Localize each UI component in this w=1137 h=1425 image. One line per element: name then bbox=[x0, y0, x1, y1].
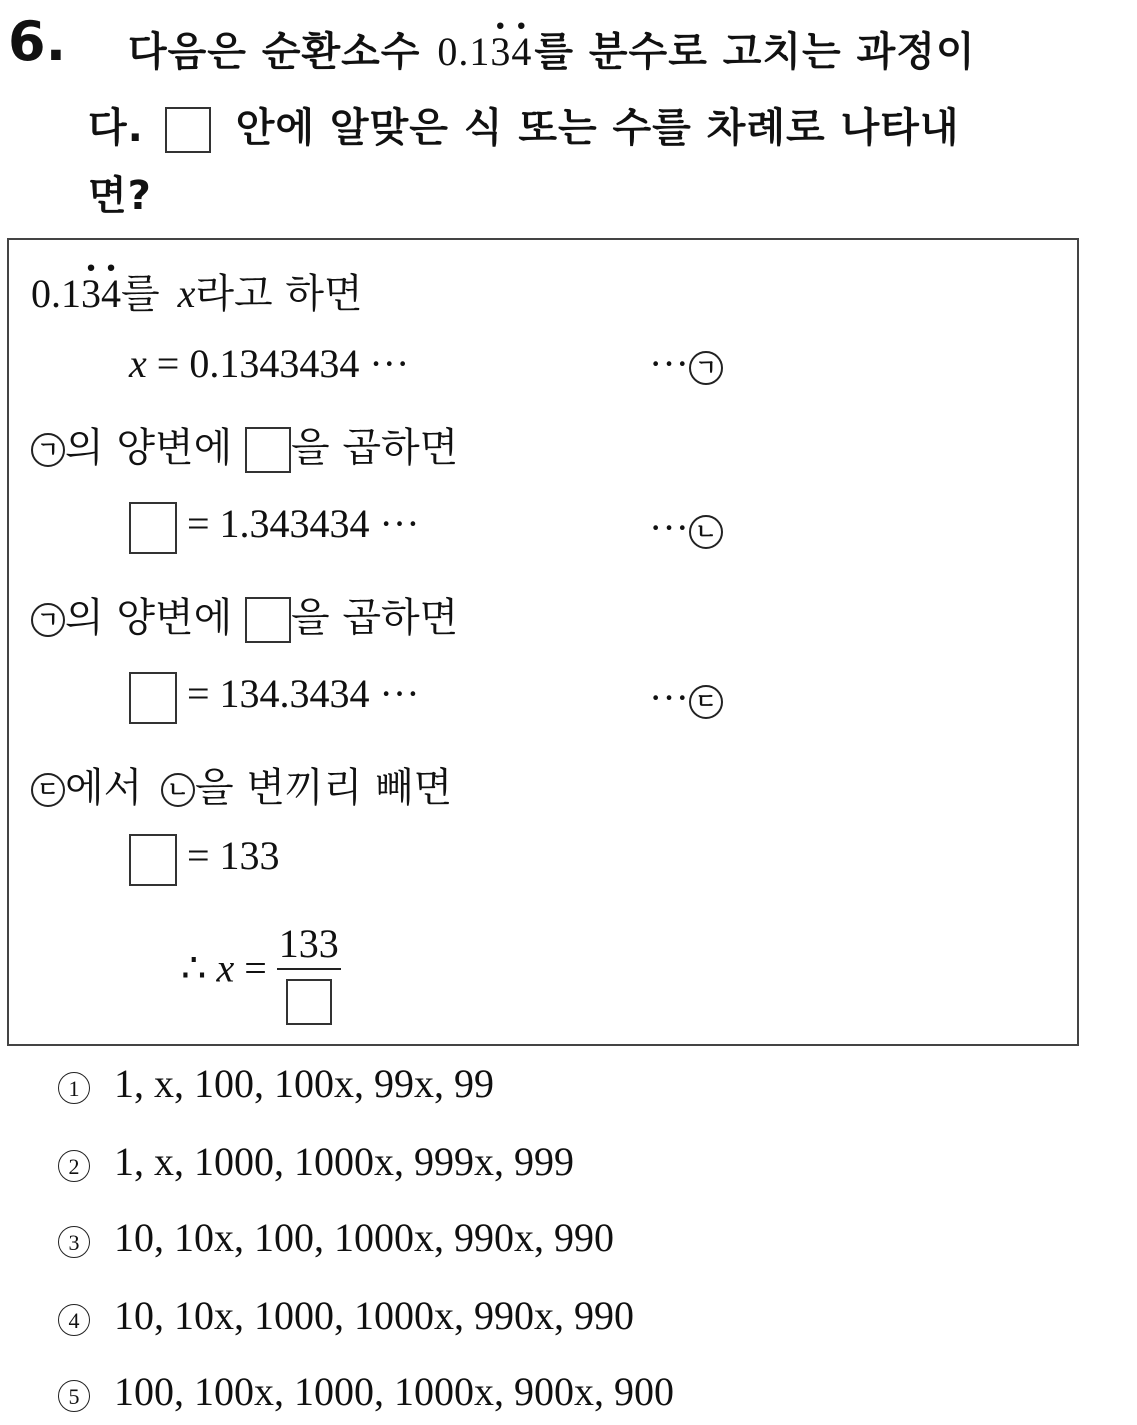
question-text-a: 다음은 순환소수 bbox=[128, 29, 421, 75]
choice-number: 2 bbox=[58, 1150, 90, 1182]
blank-box-icon bbox=[129, 672, 177, 724]
equation-1 bbox=[129, 340, 409, 387]
step1-text-a: 의 양변에 bbox=[65, 425, 233, 471]
step-1 bbox=[31, 416, 458, 473]
equation-3 bbox=[129, 670, 420, 724]
intro-decimal bbox=[31, 271, 121, 316]
choice-5[interactable] bbox=[58, 1368, 674, 1415]
fraction-numerator: 133 bbox=[277, 920, 341, 970]
question-line-2 bbox=[88, 96, 960, 153]
question-line-1 bbox=[128, 20, 976, 77]
blank-box-icon bbox=[245, 427, 291, 473]
intro-decimal-plain: 0.1 bbox=[31, 271, 81, 316]
solution-box bbox=[7, 238, 1079, 1046]
question-line-3: 면? bbox=[88, 173, 152, 219]
choice-text: 1, x, 1000, 1000x, 999x, 999 bbox=[114, 1139, 574, 1184]
intro-variable: x bbox=[177, 271, 196, 316]
fraction bbox=[277, 920, 341, 1025]
question-text-d: 안에 알맞은 식 또는 수를 차례로 나타내 bbox=[235, 105, 960, 151]
marker-dots: ··· bbox=[649, 341, 689, 386]
step2-text-b: 을 곱하면 bbox=[291, 595, 459, 641]
choice-text: 10, 10x, 100, 1000x, 990x, 990 bbox=[114, 1215, 614, 1260]
choice-number: 4 bbox=[58, 1304, 90, 1336]
step-3 bbox=[31, 756, 452, 813]
choice-1[interactable] bbox=[58, 1060, 494, 1107]
equation-2-marker bbox=[649, 504, 723, 551]
intro-text-a: 를 bbox=[121, 271, 160, 317]
circled-digeut-icon: ㄷ bbox=[689, 685, 723, 719]
circled-giyeok-icon: ㄱ bbox=[31, 603, 65, 637]
step3-text-a: 에서 bbox=[65, 765, 143, 811]
blank-box-icon bbox=[245, 597, 291, 643]
choice-2[interactable] bbox=[58, 1138, 574, 1185]
intro-repeat-digit-1: · 3 bbox=[81, 270, 101, 317]
choice-number: 3 bbox=[58, 1226, 90, 1258]
choice-text: 100, 100x, 1000, 1000x, 900x, 900 bbox=[114, 1369, 674, 1414]
repeat-digit-2: · 4 bbox=[511, 28, 532, 75]
choice-text: 10, 10x, 1000, 1000x, 990x, 990 bbox=[114, 1293, 634, 1338]
blank-box-icon bbox=[286, 979, 332, 1025]
step-2 bbox=[31, 586, 458, 643]
repeating-decimal bbox=[437, 29, 532, 74]
blank-box-icon bbox=[129, 834, 177, 886]
final-variable: x bbox=[216, 945, 235, 991]
choice-3[interactable] bbox=[58, 1214, 614, 1261]
eq1-rhs: = 0.1343434 ··· bbox=[156, 341, 410, 386]
blank-box-icon bbox=[165, 107, 211, 153]
repeat-digit-1: · 3 bbox=[490, 28, 511, 75]
equation-2 bbox=[129, 500, 420, 554]
marker-dots: ··· bbox=[649, 675, 689, 720]
marker-dots: ··· bbox=[649, 505, 689, 550]
step3-text-b: 을 변끼리 빼면 bbox=[195, 765, 453, 811]
circled-giyeok-icon: ㄱ bbox=[31, 433, 65, 467]
final-equation bbox=[181, 920, 341, 1025]
intro-repeat-digit-2: · 4 bbox=[101, 270, 121, 317]
circled-giyeok-icon: ㄱ bbox=[689, 351, 723, 385]
eq3-rhs: = 134.3434 ··· bbox=[187, 671, 420, 716]
blank-box-icon bbox=[129, 502, 177, 554]
equation-4 bbox=[129, 832, 280, 886]
step1-text-b: 을 곱하면 bbox=[291, 425, 459, 471]
choice-number: 1 bbox=[58, 1072, 90, 1104]
final-equals: = bbox=[244, 945, 267, 991]
circled-digeut-icon: ㄷ bbox=[31, 773, 65, 807]
intro-line bbox=[31, 262, 363, 319]
question-number: 6. bbox=[8, 10, 67, 73]
eq1-lhs: x bbox=[129, 341, 147, 386]
equation-3-marker bbox=[649, 674, 723, 721]
eq4-rhs: = 133 bbox=[187, 833, 280, 878]
eq2-rhs: = 1.343434 ··· bbox=[187, 501, 420, 546]
fraction-denominator bbox=[277, 970, 341, 1025]
equation-1-marker bbox=[649, 340, 723, 387]
circled-nieun-icon: ㄴ bbox=[161, 773, 195, 807]
question-text-b: 를 분수로 고치는 과정이 bbox=[534, 29, 976, 75]
choice-number: 5 bbox=[58, 1380, 90, 1412]
decimal-plain: 0.1 bbox=[437, 29, 491, 74]
intro-text-b: 라고 하면 bbox=[195, 271, 363, 317]
step2-text-a: 의 양변에 bbox=[65, 595, 233, 641]
therefore-symbol: ∴ bbox=[181, 945, 207, 991]
circled-nieun-icon: ㄴ bbox=[689, 515, 723, 549]
question-text-c: 다. bbox=[88, 105, 144, 151]
choice-4[interactable] bbox=[58, 1292, 634, 1339]
choice-text: 1, x, 100, 100x, 99x, 99 bbox=[114, 1061, 494, 1106]
